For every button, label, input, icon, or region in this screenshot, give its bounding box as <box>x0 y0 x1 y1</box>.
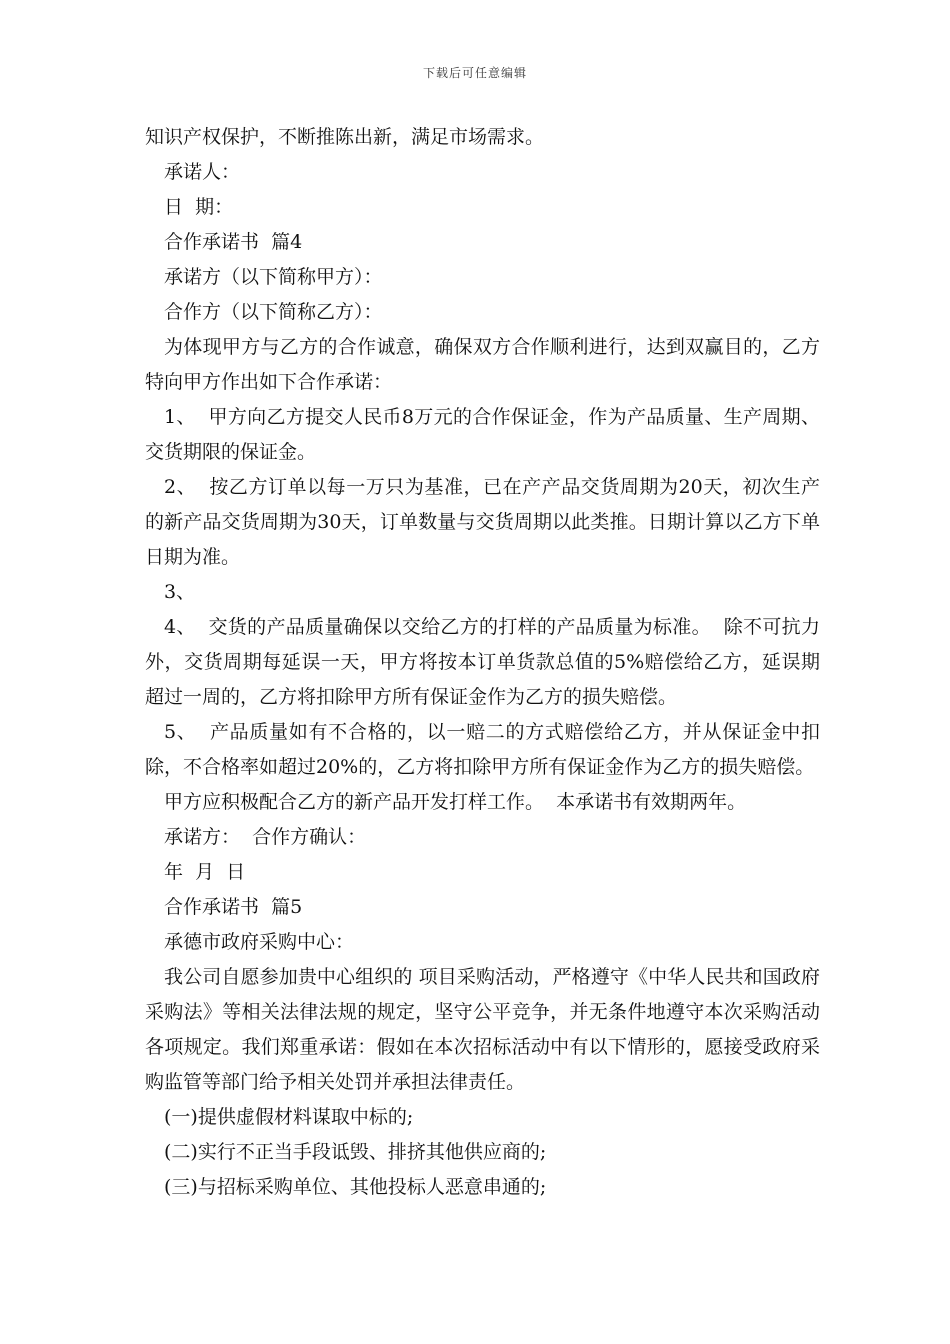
item-1: (一)提供虚假材料谋取中标的; <box>164 1106 414 1128</box>
paragraph-13: 甲方应积极配合乙方的新产品开发打样工作。 本承诺书有效期两年。 <box>164 791 747 813</box>
section-title-4: 合作承诺书 篇4 <box>164 231 303 253</box>
item-2: (二)实行不正当手段诋毁、排挤其他供应商的; <box>164 1141 547 1163</box>
paragraph-3: 日 期： <box>164 196 234 218</box>
page-header: 下载后可任意编辑 <box>422 66 527 80</box>
paragraph-2: 承诺人： <box>164 161 241 183</box>
clause-5: 5、 产品质量如有不合格的，以一赔二的方式赔偿给乙方，并从保证金中扣除，不合格率如超过20%的，乙方将扣除甲方所有保证金作为乙方的损失赔偿。 <box>145 721 820 778</box>
item-3: (三)与招标采购单位、其他投标人恶意串通的; <box>164 1176 547 1198</box>
date-line: 年 月 日 <box>164 861 246 883</box>
document-body <box>145 120 820 1205</box>
paragraph-5: 承诺方（以下简称甲方）： <box>164 266 383 288</box>
clause-1: 1、 甲方向乙方提交人民币8万元的合作保证金，作为产品质量、生产周期、交货期限的保证金。 <box>145 406 820 463</box>
clause-2: 2、 按乙方订单以每一万只为基准，已在产产品交货周期为20天，初次生产的新产品交货周期为30天，订单数量与交货周期以此类推。日期计算以乙方下单日期为准。 <box>145 476 820 568</box>
paragraph-1: 知识产权保护，不断推陈出新，满足市场需求。 <box>145 126 545 148</box>
section-title-5: 合作承诺书 篇5 <box>164 896 303 918</box>
paragraph-7: 为体现甲方与乙方的合作诚意，确保双方合作顺利进行，达到双赢目的，乙方特向甲方作出如下合作承诺： <box>145 336 820 393</box>
signature-line: 承诺方： 合作方确认： <box>164 826 367 848</box>
clause-3: 3、 <box>164 581 196 603</box>
addressee: 承德市政府采购中心： <box>164 931 355 953</box>
clause-4: 4、 交货的产品质量确保以交给乙方的打样的产品质量为标准。 除不可抗力外，交货周期每延误一天，甲方将按本订单货款总值的5%赔偿给乙方，延误期超过一周的，乙方将扣除甲方所有保证金作为乙方的损失赔偿。 <box>145 616 820 708</box>
paragraph-6: 合作方（以下简称乙方）： <box>164 301 383 323</box>
paragraph-18: 我公司自愿参加贵中心组织的 项目采购活动，严格遵守《中华人民共和国政府采购法》等相关法律法规的规定，坚守公平竞争，并无条件地遵守本次采购活动各项规定。我们郑重承诺：假如在本次招标活动中有以下情形的，愿接受政府采购监管等部门给予相关处罚并承担法律责任。 <box>145 966 820 1093</box>
